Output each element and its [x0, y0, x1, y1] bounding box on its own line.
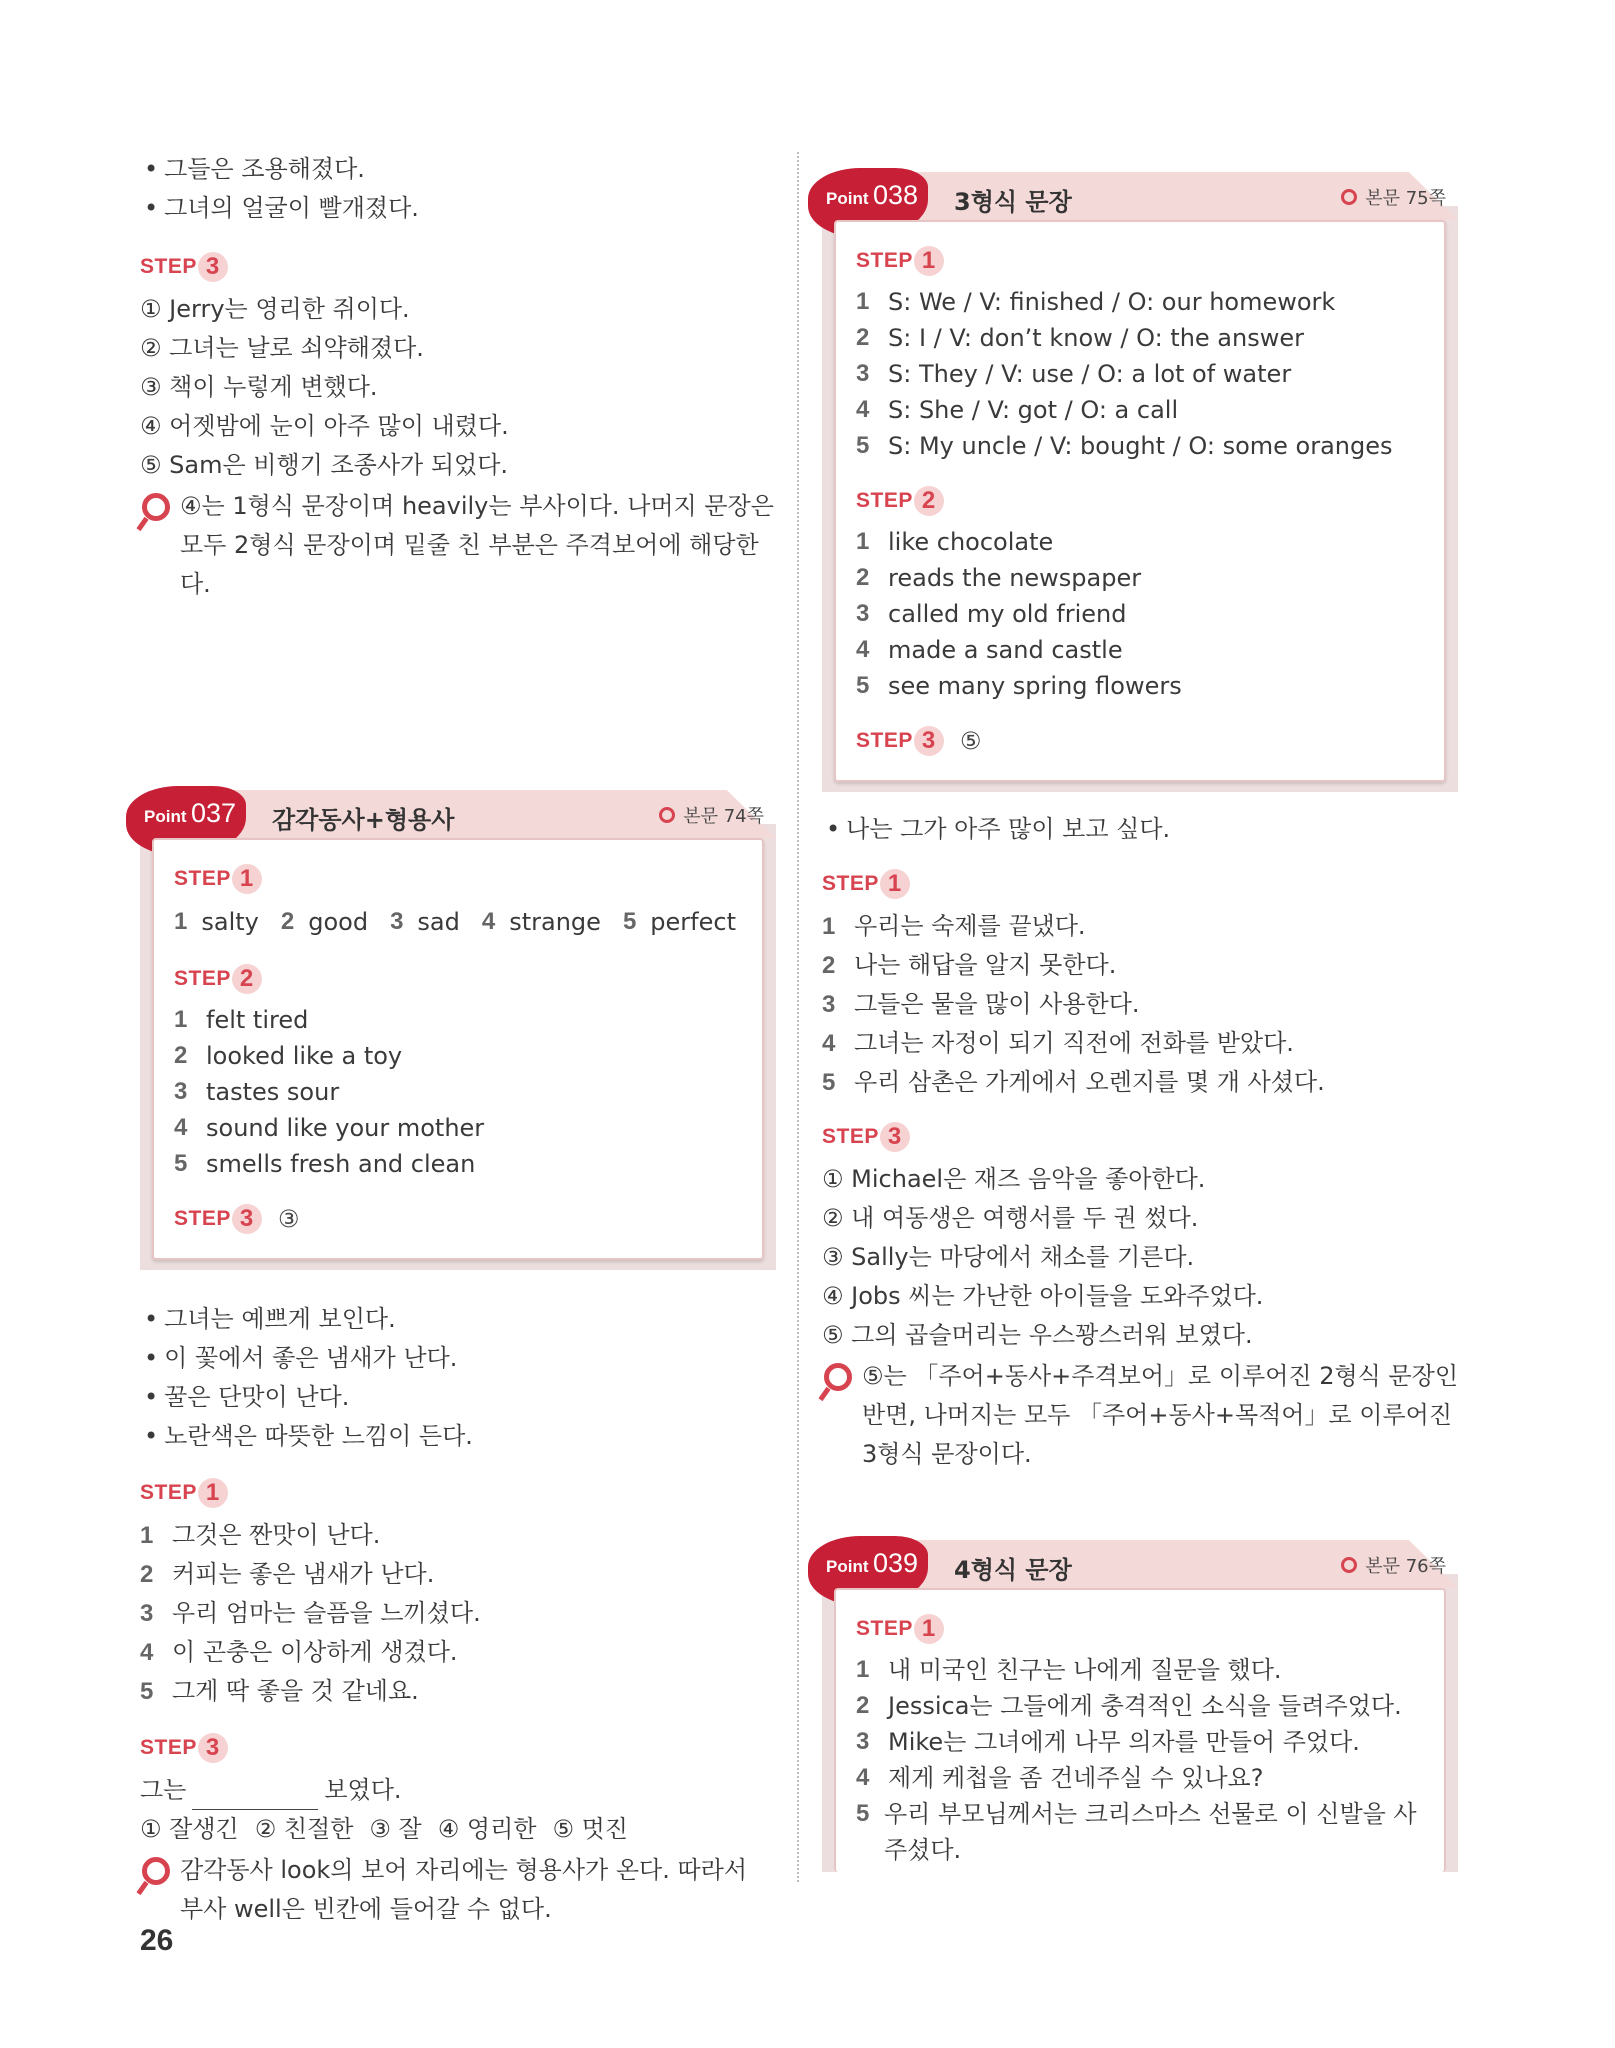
item-mark: ② [822, 1204, 844, 1232]
item-number: 4 [856, 396, 870, 423]
item-text: 그녀는 자정이 되기 직전에 전화를 받았다. [854, 1029, 1294, 1057]
item-text: Mike는 그녀에게 나무 의자를 만들어 주었다. [888, 1728, 1360, 1756]
step-label [856, 484, 1424, 518]
item-text: 그의 곱슬머리는 우스꽝스러워 보였다. [851, 1321, 1253, 1349]
step-label [856, 1612, 1424, 1646]
hint-note [140, 487, 776, 604]
item-text: reads the newspaper [888, 564, 1142, 592]
item-text: Sam은 비행기 조종사가 되었다. [169, 451, 509, 479]
item-text: felt tired [206, 1006, 309, 1034]
page-number: 26 [140, 1924, 174, 1957]
item-number: 2 [140, 1561, 154, 1588]
item-text: 우리는 숙제를 끝냈다. [854, 912, 1086, 940]
point-title: 감각동사+형용사 [272, 806, 455, 834]
option: ② 친절한 [254, 1815, 354, 1843]
item-text: S: We / V: finished / O: our homework [888, 288, 1336, 316]
item-text: Michael은 재즈 음악을 좋아한다. [851, 1165, 1206, 1193]
left-column [140, 150, 776, 1929]
step-answer: ⑤ [959, 727, 982, 755]
item-text: 제게 케첩을 좀 건네주실 수 있나요? [888, 1764, 1264, 1792]
item-mark: ④ [140, 412, 162, 440]
step-label [140, 250, 776, 284]
item-text: strange [509, 908, 601, 936]
item-text: 그들은 물을 많이 사용한다. [854, 990, 1140, 1018]
point-title: 3형식 문장 [954, 188, 1072, 216]
item-number: 5 [822, 1069, 836, 1096]
item-text: Sally는 마당에서 채소를 기른다. [851, 1243, 1195, 1271]
answer-card [152, 838, 764, 1260]
list-item [822, 1316, 1458, 1355]
item-text: sound like your mother [206, 1114, 485, 1142]
step-word: STEP [856, 1617, 913, 1640]
point-word: Point [826, 1557, 869, 1576]
point-header [140, 784, 776, 838]
point-037-box [140, 784, 776, 1260]
list-item [140, 1594, 776, 1633]
item-number: 5 [140, 1678, 154, 1705]
list-item [822, 1063, 1458, 1102]
item-text: 커피는 좋은 냄새가 난다. [172, 1560, 435, 1588]
list-item [174, 1002, 742, 1038]
option: ④ 영리한 [437, 1815, 537, 1843]
hint-text: 감각동사 look의 보어 자리에는 형용사가 온다. 따라서 부사 well은 빈칸에 들어갈 수 없다. [180, 1856, 748, 1923]
item-mark: ① [822, 1165, 844, 1193]
item-number: 4 [140, 1639, 154, 1666]
step-number: 3 [914, 726, 944, 756]
bullet-list [822, 810, 1458, 849]
bullet-item: • 그들은 조용해졌다. [140, 150, 776, 189]
bullet-item: • 노란색은 따뜻한 느낌이 든다. [140, 1417, 776, 1456]
step-word: STEP [856, 489, 913, 512]
item-number: 4 [174, 1114, 188, 1141]
item-number: 2 [822, 952, 836, 979]
item-mark: ⑤ [140, 451, 162, 479]
list-item [822, 1024, 1458, 1063]
item-text: 내 여동생은 여행서를 두 권 썼다. [851, 1204, 1199, 1232]
inline-answers [174, 902, 742, 942]
list-item [822, 1199, 1458, 1238]
right-column [822, 150, 1458, 1872]
circle-bullet-icon [1341, 189, 1357, 205]
item-number: 3 [140, 1600, 154, 1627]
point-number: 039 [872, 1548, 919, 1578]
step-word: STEP [174, 967, 231, 990]
step-word: STEP [140, 1736, 197, 1759]
item-text: 책이 누렇게 변했다. [169, 373, 378, 401]
point-label [826, 1548, 918, 1579]
item-number: 4 [822, 1030, 836, 1057]
list-item [174, 1038, 742, 1074]
list-item [140, 1555, 776, 1594]
list-item [856, 1688, 1424, 1724]
list-item [140, 1633, 776, 1672]
column-divider [797, 152, 799, 1882]
item-number: 2 [856, 324, 870, 351]
options-row [140, 1810, 776, 1849]
item-text: called my old friend [888, 600, 1127, 628]
answer-card [834, 220, 1446, 782]
step-number: 1 [198, 1478, 228, 1508]
item-mark: ⑤ [822, 1321, 844, 1349]
list-item [140, 368, 776, 407]
point-label [144, 798, 236, 829]
step-word: STEP [856, 249, 913, 272]
step-word: STEP [140, 1481, 197, 1504]
item-text: S: I / V: don’t know / O: the answer [888, 324, 1304, 352]
page-reference-text: 본문 75쪽 [1365, 188, 1446, 209]
list-item [140, 329, 776, 368]
item-text: S: My uncle / V: bought / O: some oranges [888, 432, 1393, 460]
item-number: 1 [856, 1656, 870, 1683]
magnifier-icon [822, 1357, 862, 1397]
item-text: 그녀는 날로 쇠약해졌다. [169, 334, 424, 362]
item-number: 4 [856, 1764, 870, 1791]
answer-list [140, 290, 776, 485]
point-header [822, 1534, 1458, 1588]
item-text: looked like a toy [206, 1042, 403, 1070]
step-number: 3 [232, 1204, 262, 1234]
item-mark: ① [140, 295, 162, 323]
item-number: 3 [822, 991, 836, 1018]
item-text: 그게 딱 좋을 것 같네요. [172, 1677, 419, 1705]
item-number: 3 [856, 1728, 870, 1755]
bullet-item: • 그녀의 얼굴이 빨개졌다. [140, 189, 776, 228]
item-text: S: She / V: got / O: a call [888, 396, 1179, 424]
bullet-list [140, 1300, 776, 1456]
point-number: 038 [872, 180, 919, 210]
list-item [856, 560, 1424, 596]
hint-text: ④는 1형식 문장이며 heavily는 부사이다. 나머지 문장은 모두 2형식 문장이며 밑줄 친 부분은 주격보어에 해당한다. [180, 492, 774, 598]
bullet-item: • 나는 그가 아주 많이 보고 싶다. [822, 810, 1458, 849]
list-item [856, 524, 1424, 560]
list-item [822, 1277, 1458, 1316]
step-label [174, 1202, 742, 1236]
page-reference [659, 802, 764, 828]
item-text: like chocolate [888, 528, 1054, 556]
page-reference-text: 본문 74쪽 [683, 806, 764, 827]
point-word: Point [826, 189, 869, 208]
step-number: 1 [914, 246, 944, 276]
circle-bullet-icon [1341, 1557, 1357, 1573]
step-number: 3 [880, 1122, 910, 1152]
item-number: 5 [856, 672, 870, 699]
hint-note [822, 1357, 1458, 1474]
item-number: 2 [174, 1042, 188, 1069]
item-number: 5 [856, 432, 870, 459]
hint-text: ⑤는 「주어+동사+주격보어」로 이루어진 2형식 문장인 반면, 나머지는 모두 「주어+동사+목적어」로 이루어진 3형식 문장이다. [862, 1362, 1459, 1468]
step-label [140, 1731, 776, 1765]
answer-card [834, 1588, 1446, 1872]
list-item [140, 1516, 776, 1555]
list-item [174, 1074, 742, 1110]
item-number: 5 [174, 1150, 188, 1177]
item-text: 우리 삼촌은 가게에서 오렌지를 몇 개 사셨다. [854, 1068, 1325, 1096]
list-item [856, 668, 1424, 704]
item-number: 1 [140, 1522, 154, 1549]
item-text: tastes sour [206, 1078, 340, 1106]
item-number: 2 [856, 1692, 870, 1719]
list-item [140, 407, 776, 446]
item-text: see many spring flowers [888, 672, 1182, 700]
step-number: 1 [880, 869, 910, 899]
list-item [856, 1796, 1424, 1868]
sentence-start: 그는 [140, 1776, 187, 1804]
option: ⑤ 멋진 [552, 1815, 628, 1843]
item-text: 내 미국인 친구는 나에게 질문을 했다. [888, 1656, 1282, 1684]
answer-blank [192, 1783, 318, 1810]
item-mark: ③ [822, 1243, 844, 1271]
item-number: 2 [856, 564, 870, 591]
list-item [856, 356, 1424, 392]
step-label [822, 867, 1458, 901]
item-text: 이 곤충은 이상하게 생겼다. [172, 1638, 458, 1666]
step-label [140, 1476, 776, 1510]
list-item [822, 907, 1458, 946]
step-word: STEP [140, 255, 197, 278]
fill-in-sentence [140, 1771, 776, 1810]
item-text: smells fresh and clean [206, 1150, 476, 1178]
item-text: Jobs 씨는 가난한 아이들을 도와주었다. [851, 1282, 1264, 1310]
page-reference-text: 본문 76쪽 [1365, 1556, 1446, 1577]
item-text: Jerry는 영리한 쥐이다. [169, 295, 410, 323]
page-reference [1341, 184, 1446, 210]
item-number: 5 [622, 908, 637, 935]
item-text: made a sand castle [888, 636, 1123, 664]
magnifier-icon [140, 1851, 180, 1891]
list-item [822, 1238, 1458, 1277]
item-number: 1 [822, 913, 836, 940]
step-word: STEP [856, 729, 913, 752]
point-label [826, 180, 918, 211]
list-item [856, 596, 1424, 632]
item-number: 3 [856, 360, 870, 387]
point-number: 037 [190, 798, 237, 828]
step-number: 1 [914, 1614, 944, 1644]
item-number: 4 [481, 908, 496, 935]
item-text: 우리 엄마는 슬픔을 느끼셨다. [172, 1599, 481, 1627]
page-reference [1341, 1552, 1446, 1578]
point-word: Point [144, 807, 187, 826]
item-text: perfect [650, 908, 736, 936]
step-label [856, 244, 1424, 278]
step-word: STEP [822, 872, 879, 895]
list-item [856, 284, 1424, 320]
step-answer: ③ [277, 1205, 300, 1233]
list-item [822, 985, 1458, 1024]
list-item [174, 1110, 742, 1146]
item-text: 우리 부모님께서는 크리스마스 선물로 이 신발을 사 주셨다. [883, 1800, 1417, 1864]
point-039-box [822, 1534, 1458, 1872]
list-item [856, 1724, 1424, 1760]
list-item [856, 392, 1424, 428]
item-text: Jessica는 그들에게 충격적인 소식을 들려주었다. [888, 1692, 1402, 1720]
list-item [856, 320, 1424, 356]
option: ① 잘생긴 [140, 1815, 239, 1843]
item-number: 2 [280, 908, 295, 935]
item-number: 3 [390, 908, 404, 935]
list-item [856, 428, 1424, 464]
list-item [140, 446, 776, 485]
item-number: 1 [174, 908, 188, 935]
point-038-box [822, 166, 1458, 782]
item-text: 나는 해답을 알지 못한다. [854, 951, 1117, 979]
item-text: 어젯밤에 눈이 아주 많이 내렸다. [169, 412, 509, 440]
step-word: STEP [174, 867, 231, 890]
step-number: 2 [914, 486, 944, 516]
item-text: 그것은 짠맛이 난다. [172, 1521, 381, 1549]
step-number: 1 [232, 864, 262, 894]
list-item [140, 1672, 776, 1711]
item-text: S: They / V: use / O: a lot of water [888, 360, 1292, 388]
bullet-list [140, 150, 776, 228]
item-number: 5 [856, 1800, 870, 1827]
circle-bullet-icon [659, 807, 675, 823]
bullet-item: • 그녀는 예쁘게 보인다. [140, 1300, 776, 1339]
item-text: salty [201, 908, 259, 936]
bullet-item: • 꿀은 단맛이 난다. [140, 1378, 776, 1417]
item-mark: ④ [822, 1282, 844, 1310]
list-item [856, 1760, 1424, 1796]
list-item [140, 290, 776, 329]
item-number: 4 [856, 636, 870, 663]
item-number: 1 [856, 288, 870, 315]
sentence-end: 보였다. [324, 1776, 402, 1804]
item-mark: ③ [140, 373, 162, 401]
item-number: 1 [174, 1006, 188, 1033]
list-item [856, 632, 1424, 668]
step-number: 2 [232, 964, 262, 994]
point-header [822, 166, 1458, 220]
item-mark: ② [140, 334, 162, 362]
item-number: 1 [856, 528, 870, 555]
item-number: 3 [856, 600, 870, 627]
step-word: STEP [822, 1125, 879, 1148]
magnifier-icon [140, 487, 180, 527]
option: ③ 잘 [369, 1815, 422, 1843]
bullet-item: • 이 꽃에서 좋은 냄새가 난다. [140, 1339, 776, 1378]
point-title: 4형식 문장 [954, 1556, 1072, 1584]
list-item [174, 1146, 742, 1182]
step-label [822, 1120, 1458, 1154]
list-item [822, 946, 1458, 985]
item-number: 3 [174, 1078, 188, 1105]
item-text: good [308, 908, 369, 936]
list-item [822, 1160, 1458, 1199]
step-label [856, 724, 1424, 758]
hint-note [140, 1851, 776, 1929]
list-item [856, 1652, 1424, 1688]
step-number: 3 [198, 1733, 228, 1763]
step-label [174, 862, 742, 896]
step-word: STEP [174, 1207, 231, 1230]
step-number: 3 [198, 252, 228, 282]
step-label [174, 962, 742, 996]
item-text: sad [417, 908, 460, 936]
